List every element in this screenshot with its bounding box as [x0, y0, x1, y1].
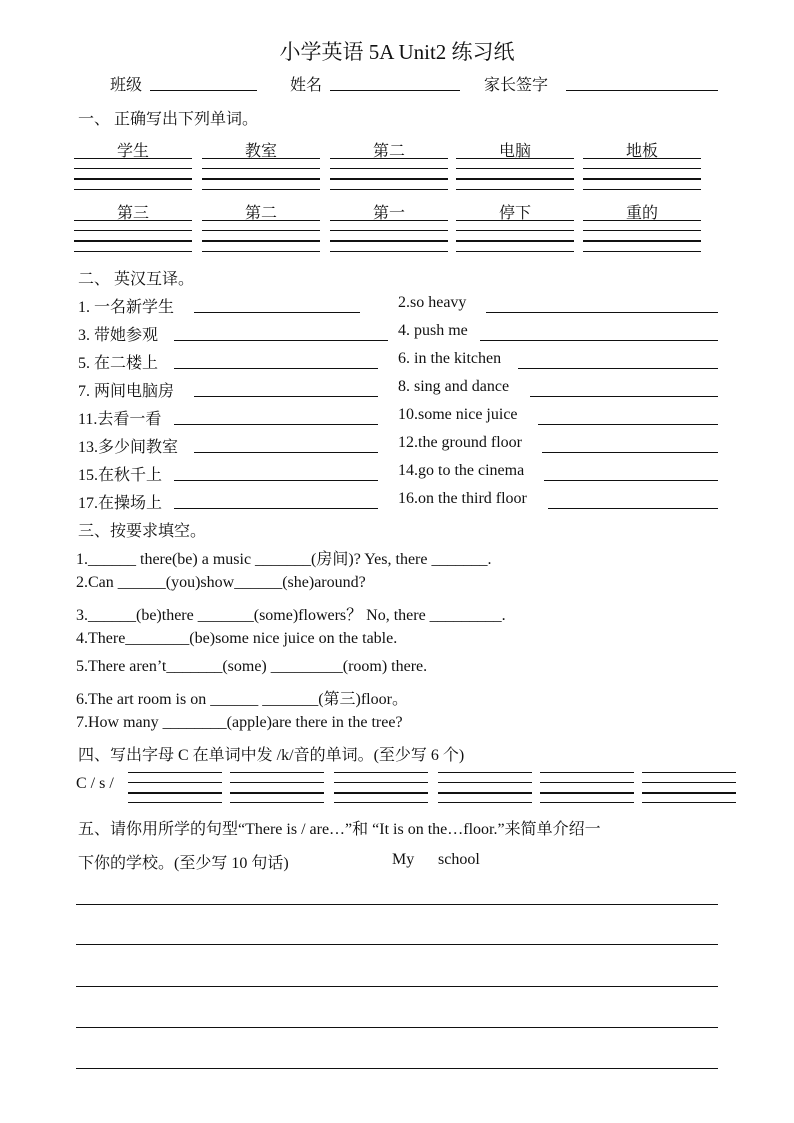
word-prompt: 第二	[244, 205, 277, 222]
writing-line[interactable]	[76, 1027, 718, 1028]
answer-blank[interactable]	[538, 424, 718, 425]
class-blank[interactable]	[150, 90, 257, 91]
word-prompt: 学生	[116, 143, 149, 160]
class-label: 班级	[110, 77, 143, 94]
section5-heading: 五、请你用所学的句型“There is / are…”和 “It is on the…floor.”来简单介绍一	[78, 821, 601, 838]
answer-blank[interactable]	[544, 480, 718, 481]
answer-blank[interactable]	[530, 396, 718, 397]
translate-item: 8. sing and dance	[398, 378, 510, 395]
answer-blank[interactable]	[174, 368, 378, 369]
word-prompt: 地板	[625, 143, 658, 160]
essay-topic-school: school	[438, 851, 480, 868]
translate-item: 7. 两间电脑房	[78, 383, 175, 400]
writing-line[interactable]	[76, 944, 718, 945]
translate-item: 2.so heavy	[398, 294, 467, 311]
answer-blank[interactable]	[542, 452, 718, 453]
translate-item: 16.on the third floor	[398, 490, 527, 507]
fill-item[interactable]: 6.The art room is on ______ _______(第三)floor。	[76, 691, 408, 708]
section3-heading: 三、按要求填空。	[78, 523, 207, 540]
word-prompt: 第二	[372, 143, 405, 160]
translate-item: 12.the ground floor	[398, 434, 522, 451]
word-prompt: 电脑	[498, 143, 531, 160]
section5-heading-cont: 下你的学校。(至少写 10 句话)	[78, 855, 289, 872]
answer-blank[interactable]	[174, 424, 378, 425]
answer-blank[interactable]	[194, 396, 378, 397]
translate-item: 4. push me	[398, 322, 468, 339]
parent-sign-blank[interactable]	[566, 90, 718, 91]
fill-item[interactable]: 3.______(be)there _______(some)flowers？ No, there _________.	[76, 607, 506, 624]
section2-heading: 二、 英汉互译。	[78, 271, 195, 288]
translate-item: 17.在操场上	[78, 495, 163, 512]
translate-item: 1. 一名新学生	[78, 299, 175, 316]
writing-line[interactable]	[76, 1068, 718, 1069]
word-prompt: 第三	[116, 205, 149, 222]
name-label: 姓名	[290, 77, 323, 94]
c-sound-label: C / s /	[76, 775, 114, 792]
writing-line[interactable]	[76, 986, 718, 987]
answer-blank[interactable]	[486, 312, 718, 313]
essay-topic-my: My	[392, 851, 415, 868]
fill-item[interactable]: 4.There________(be)some nice juice on the table.	[76, 630, 398, 647]
word-prompt: 停下	[498, 205, 531, 222]
fill-item[interactable]: 7.How many ________(apple)are there in the tree?	[76, 714, 403, 731]
answer-blank[interactable]	[518, 368, 718, 369]
word-prompt: 教室	[244, 143, 277, 160]
translate-item: 6. in the kitchen	[398, 350, 502, 367]
answer-blank[interactable]	[194, 452, 378, 453]
section1-heading: 一、 正确写出下列单词。	[78, 111, 259, 128]
fill-item[interactable]: 1.______ there(be) a music _______(房间)? Yes, there _______.	[76, 551, 492, 568]
translate-item: 13.多少间教室	[78, 439, 179, 456]
fill-item[interactable]: 5.There aren’t_______(some) _________(room) there.	[76, 658, 428, 675]
section4-heading: 四、写出字母 C 在单词中发 /k/音的单词。(至少写 6 个)	[78, 747, 465, 764]
word-prompt: 重的	[625, 205, 658, 222]
page-title: 小学英语 5A Unit2 练习纸	[279, 40, 515, 64]
answer-blank[interactable]	[174, 480, 378, 481]
answer-blank[interactable]	[174, 508, 378, 509]
translate-item: 5. 在二楼上	[78, 355, 159, 372]
word-prompt: 第一	[372, 205, 405, 222]
translate-item: 15.在秋千上	[78, 467, 163, 484]
translate-item: 14.go to the cinema	[398, 462, 525, 479]
name-blank[interactable]	[330, 90, 460, 91]
writing-line[interactable]	[76, 904, 718, 905]
translate-item: 3. 带她参观	[78, 327, 159, 344]
answer-blank[interactable]	[174, 340, 388, 341]
fill-item[interactable]: 2.Can ______(you)show______(she)around?	[76, 574, 366, 591]
parent-sign-label: 家长签字	[484, 77, 549, 94]
answer-blank[interactable]	[548, 508, 718, 509]
answer-blank[interactable]	[194, 312, 360, 313]
answer-blank[interactable]	[480, 340, 718, 341]
translate-item: 11.去看一看	[78, 411, 162, 428]
translate-item: 10.some nice juice	[398, 406, 518, 423]
